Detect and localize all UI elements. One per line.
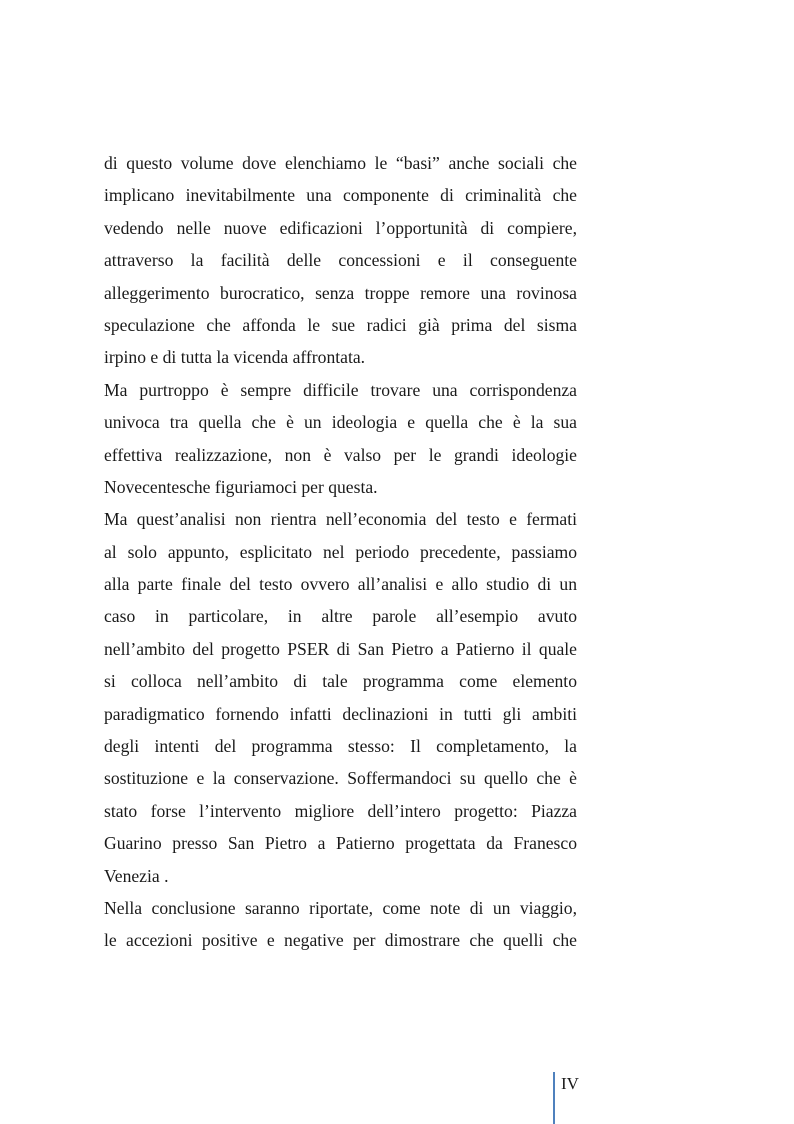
text-line: vedendo nelle nuove edificazioni l’opportunità di compiere, [104, 217, 577, 238]
text-line: effettiva realizzazione, non è valso per le grandi ideologie [104, 444, 577, 465]
text-line: sostituzione e la conservazione. Soffermandoci su quello che è [104, 768, 577, 789]
page-number-rule [553, 1072, 555, 1124]
text-line: stato forse l’intervento migliore dell’intero progetto: Piazza [104, 800, 577, 821]
text-line: al solo appunto, esplicitato nel periodo precedente, passiamo [104, 541, 577, 562]
text-line: alleggerimento burocratico, senza troppe remore una rovinosa [104, 282, 577, 303]
text-line: speculazione che affonda le sue radici già prima del sisma [104, 314, 577, 335]
text-line: di questo volume dove elenchiamo le “basi” anche sociali che [104, 153, 577, 173]
text-line: Novecentesche figuriamoci per questa. [104, 476, 378, 497]
text-line: degli intenti del programma stesso: Il completamento, la [104, 736, 577, 757]
text-line: Guarino presso San Pietro a Patierno progettata da Franesco [104, 833, 577, 854]
text-line: implicano inevitabilmente una componente di criminalità che [104, 185, 577, 206]
text-line: Nella conclusione saranno riportate, come note di un viaggio, [104, 897, 577, 918]
text-line: caso in particolare, in altre parole all’esempio avuto [104, 606, 577, 627]
text-line: alla parte finale del testo ovvero all’analisi e allo studio di un [104, 574, 577, 595]
text-line: Ma quest’analisi non rientra nell’economia del testo e fermati [104, 509, 577, 530]
text-line: Venezia . [104, 865, 169, 886]
text-line: attraverso la facilità delle concessioni e il conseguente [104, 250, 577, 271]
text-line: irpino e di tutta la vicenda affrontata. [104, 347, 366, 368]
text-line: le accezioni positive e negative per dimostrare che quelli che [104, 930, 577, 951]
body-text [104, 147, 577, 957]
text-line: si colloca nell’ambito di tale programma come elemento [104, 671, 577, 692]
text-line: nell’ambito del progetto PSER di San Pietro a Patierno il quale [104, 638, 577, 659]
text-line: paradigmatico fornendo infatti declinazioni in tutti gli ambiti [104, 703, 577, 724]
text-line: Ma purtroppo è sempre difficile trovare una corrispondenza [104, 379, 577, 400]
page-footer [553, 1072, 593, 1124]
page-number: IV [561, 1074, 579, 1093]
text-line: univoca tra quella che è un ideologia e quella che è la sua [104, 412, 577, 433]
